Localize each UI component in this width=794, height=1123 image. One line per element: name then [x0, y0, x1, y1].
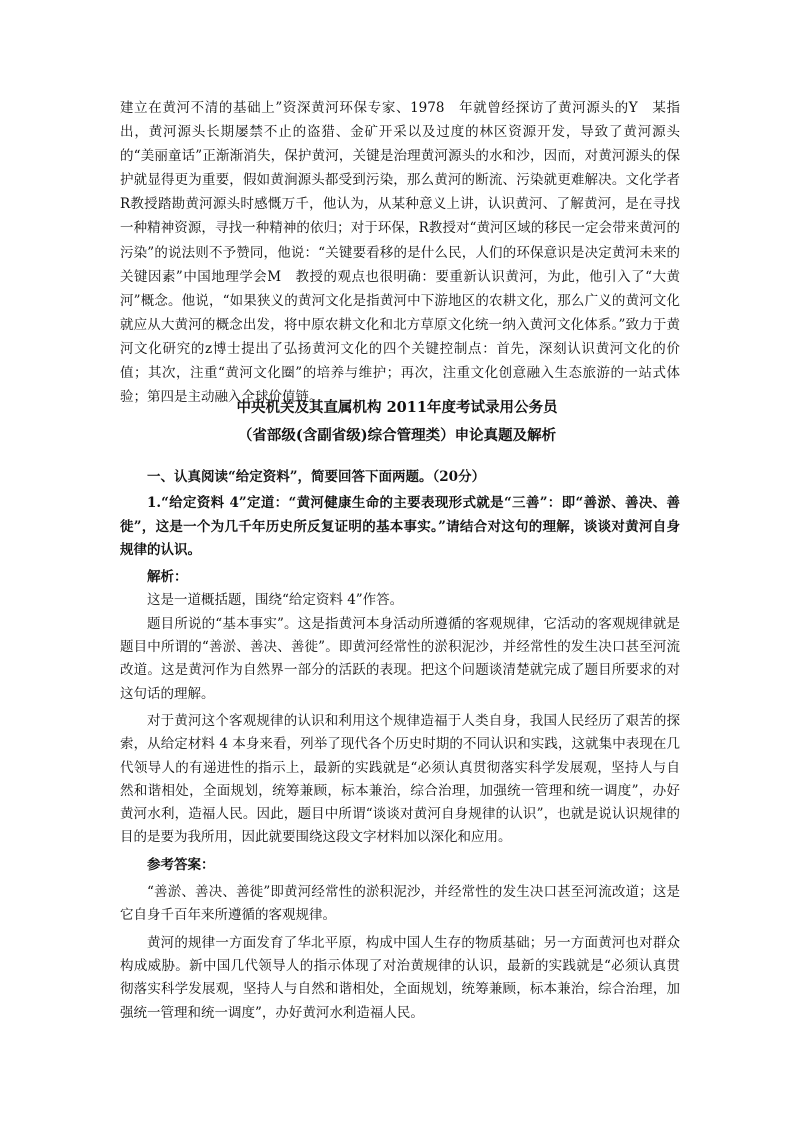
answer-label: 参考答案： [147, 856, 215, 873]
analysis-paragraph-3: 对于黄河这个客观规律的认识和利用这个规律造福于人类自身，我国人民经历了艰苦的探索，从给定材料 4 本身来看，列举了现代各个历史时期的不同认识和实践，这就集中表现在几代领导人的有递进性的指示上，最新的实践就是“必须认真贯彻落实科学发展观，坚持人与自然和谐相处，全面规划，统筹兼顾，标本兼治，综合治理，加强统一管理和统一调度”，办好黄河水利，造福人民。因此，题目中所谓“谈谈对黄河自身规律的认识”，也就是说认识规律的目的是要为我所用，因此就要围绕这段文字材料加以深化和应用。 [120, 712, 680, 846]
exam-body [120, 466, 680, 1025]
question-1: 1.“给定资料 4”定道：“黄河健康生命的主要表现形式就是“三善”：即“善淤、善决、善徙”，这是一个为几千年历史所反复证明的基本事实。”请结合对这句的理解，谈谈对黄河自身规律的认识。 [120, 495, 680, 558]
section-heading: 一、认真阅读“给定资料”，简要回答下面两题。（20分） [147, 469, 486, 485]
answer-paragraph-2: 黄河的规律一方面发育了华北平原，构成中国人生存的物质基础；另一方面黄河也对群众构成威胁。新中国几代领导人的指示体现了对治黄规律的认识，最新的实践就是“必须认真贯彻落实科学发展观，坚持人与自然和谐相处，全面规划，统筹兼顾，标本兼治，综合治理，加强统一管理和统一调度”，办好黄河水利造福人民。 [120, 934, 680, 1021]
page-title-line-1: 中央机关及其直属机构 2011年度考试录用公务员 [236, 399, 558, 416]
analysis-paragraph-1: 这是一道概括题，围绕“给定资料 4”作答。 [147, 592, 404, 609]
page-title-line-2: （省部级(含副省级)综合管理类）申论真题及解析 [237, 427, 557, 444]
answer-paragraph-1: “善淤、善决、善徙”即黄河经常性的淤积泥沙，并经常性的发生决口甚至河流改道；这是它自身千百年来所遵循的客观规律。 [120, 884, 680, 924]
analysis-paragraph-2: 题目所说的“基本事实”。这是指黄河本身活动所遵循的客观规律，它活动的客观规律就是题目中所谓的“善淤、善决、善徙”。即黄河经常性的淤积泥沙，并经常性的发生决口甚至河流改道。这是黄河作为自然界一部分的活跃的表现。把这个问题谈清楚就完成了题目所要求的对这句话的理解。 [120, 615, 680, 702]
analysis-label: 解析： [147, 569, 188, 586]
intro-paragraph: 建立在黄河不清的基础上”资深黄河环保专家、1978 年就曾经探访了黄河源头的Y 某指出，黄河源头长期屡禁不止的盗猎、金矿开采以及过度的林区资源开发，导致了黄河源头的“美丽童话”正渐渐消失，保护黄河，关键是治理黄河源头的水和沙，因而，对黄河源头的保护就显得更为重要，假如黄涧源头都受到污染，那么黄河的断流、污染就更难解决。文化学者R教授踏勘黄河源头时感慨万千，他认为，从某种意义上讲，认识黄河、了解黄河，是在寻找一种精神资源，寻找一种精神的依归；对于环保，R教授对“黄河区域的移民一定会带来黄河的污染”的说法则不予赞同，他说：“关键要看移的是什么民，人们的环保意识是决定黄河未来的关键因素”中国地理学会M 教授的观点也很明确：要重新认识黄河，为此，他引入了“大黄河”概念。他说，“如果狭义的黄河文化是指黄河中下游地区的农耕文化，那么广义的黄河文化就应从大黄河的概念出发，将中原农耕文化和北方草原文化统一纳入黄河文化体系。”致力于黄河文化研究的z博士提出了弘扬黄河文化的四个关键控制点：首先，深刻认识黄河文化的价值；其次，注重“黄河文化圈”的培养与维护；再次，注重文化创意融入生态旅游的一站式体验；第四是主动融入全球价值链。 [120, 100, 680, 406]
